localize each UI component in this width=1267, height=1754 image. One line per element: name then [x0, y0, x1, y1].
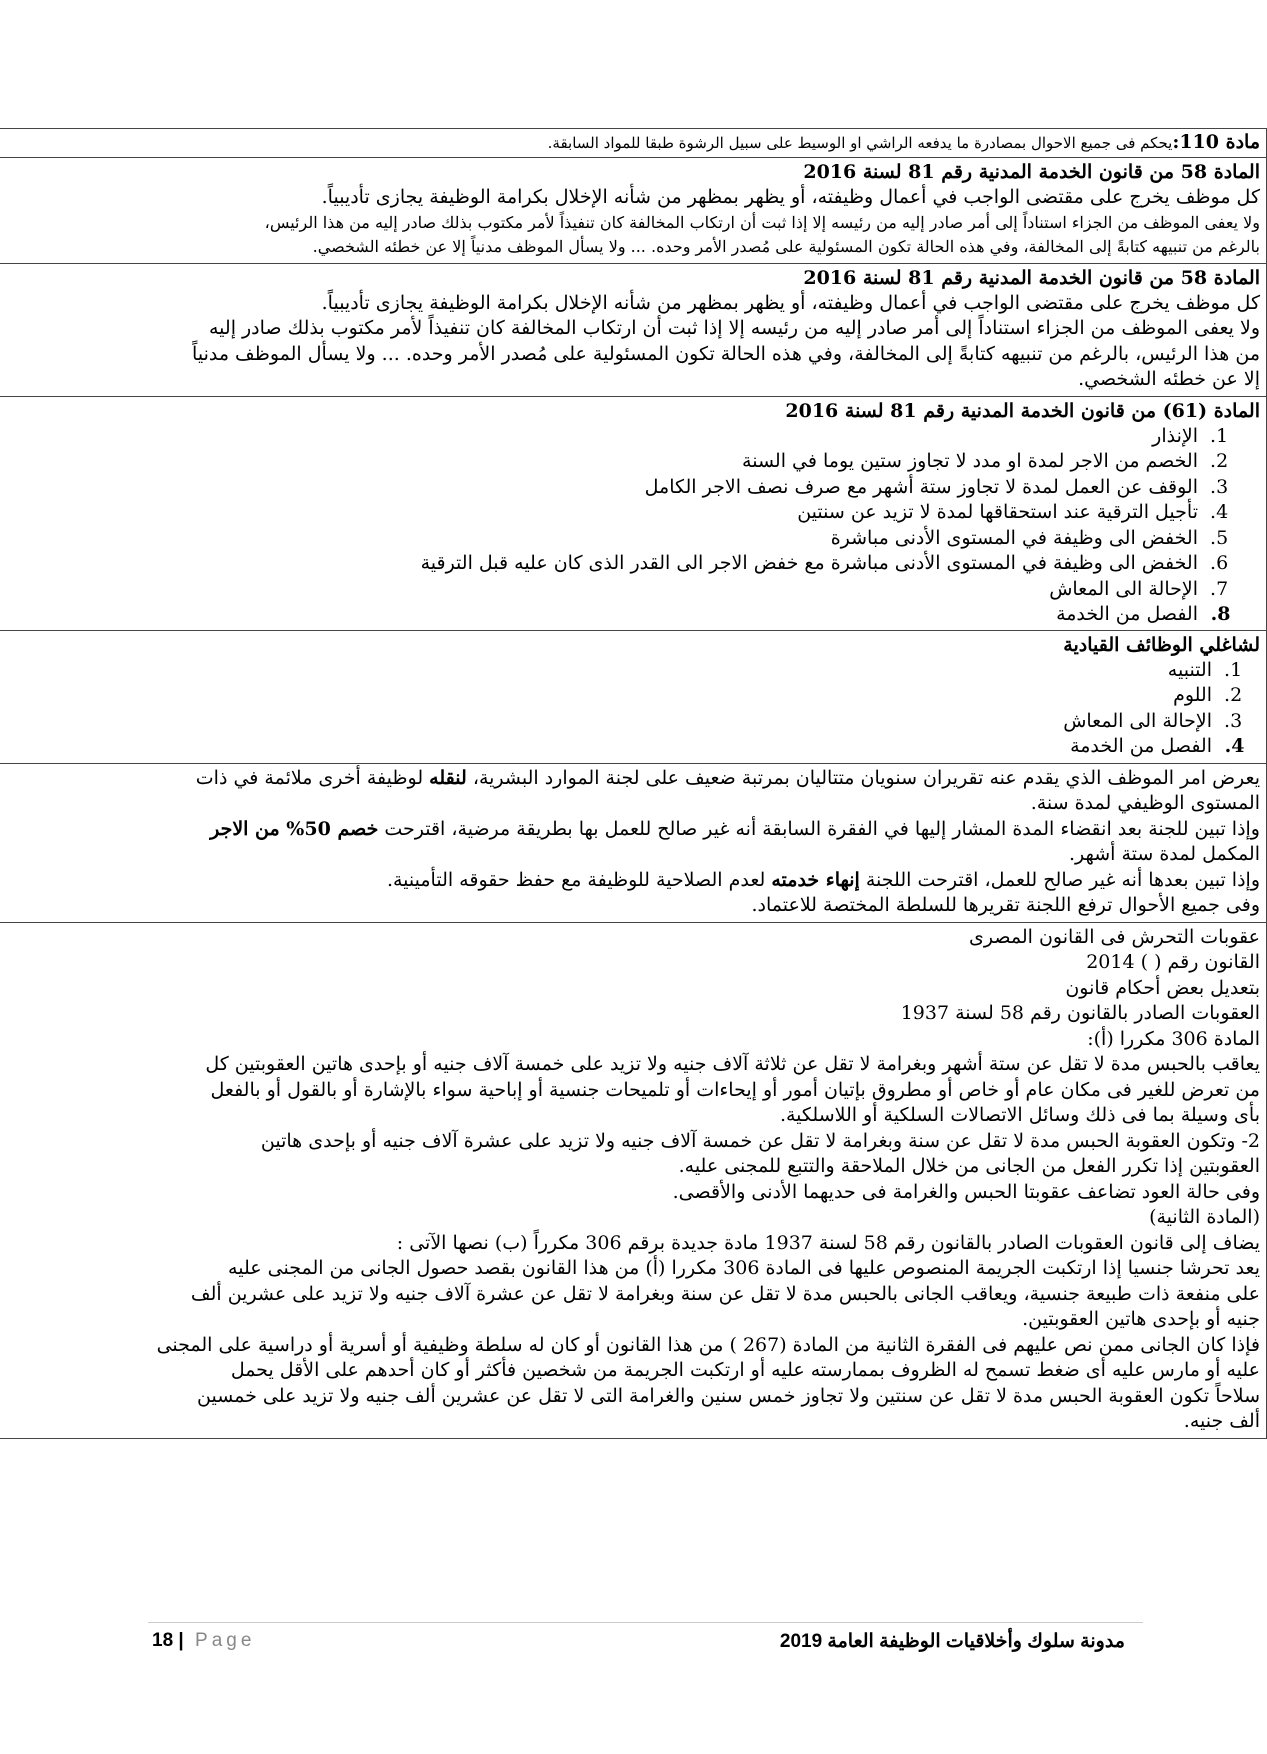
- paragraph-line: ألف جنيه.: [1183, 1410, 1260, 1432]
- bold-run: خصم 50% من الاجر: [210, 817, 379, 840]
- footer-divider: [148, 1622, 1143, 1623]
- list-item: 5. الخفض الى وظيفة في المستوى الأدنى مباشرة: [0, 526, 1204, 552]
- table-row-harassment: [0, 922, 1267, 1438]
- list-item: 1. الإنذار: [0, 424, 1204, 450]
- list-item: 8. الفصل من الخدمة: [0, 602, 1204, 628]
- list-item: 4. تأجيل الترقية عند استحقاقها لمدة لا تزيد عن سنتين: [0, 500, 1204, 526]
- paragraph-line: القانون رقم ( ) 2014: [1086, 951, 1260, 973]
- paragraph-line: 2- وتكون العقوبة الحبس مدة لا تقل عن سنة وبغرامة لا تقل عن خمسة آلاف جنيه ولا تزيد على عشرة آلاف جنيه أو بإحدى هاتين: [260, 1129, 1260, 1152]
- paragraph-line: يعاقب بالحبس مدة لا تقل عن ستة أشهر وبغرامة لا تقل عن ثلاثة آلاف جنيه ولا تزيد على خمسة آلاف جنيه أو بإحدى هاتين العقوبتين كل: [205, 1053, 1260, 1075]
- article-label: مادة 110:: [1172, 131, 1260, 153]
- page-number: 18: [152, 1630, 174, 1651]
- content-cell: [0, 396, 1267, 763]
- content-cell: [0, 763, 1267, 922]
- paragraph-line: العقوبتين إذا تكرر الفعل من الجانى من خلال الملاحقة والتتبع للمجنى عليه.: [678, 1155, 1260, 1177]
- paragraph-line: من تعرض للغير فى مكان عام أو خاص أو مطروق بإتيان أمور أو إيحاءات أو تلميحات جنسية أو إباحية سواء بالإشارة أو بالقول أو بالفعل: [210, 1078, 1260, 1101]
- paragraph-line: كل موظف يخرج على مقتضى الواجب في أعمال وظيفته، أو يظهر بمظهر من شأنه الإخلال بكرامة الوظيفة يجازى تأديبياً.: [321, 186, 1260, 208]
- paragraph-line: بأى وسيلة بما فى ذلك وسائل الاتصالات السلكية أو اللاسلكية.: [779, 1104, 1260, 1126]
- table-row-art110: [0, 129, 1267, 158]
- section-title: المادة 58 من قانون الخدمة المدنية رقم 81 لسنة 2016: [803, 161, 1260, 183]
- page-word: Page: [195, 1630, 256, 1651]
- list-item: 1. التنبيه: [0, 658, 1218, 684]
- paragraph-line: وفى حالة العود تضاعف عقوبتا الحبس والغرامة فى حديهما الأدنى والأقصى.: [672, 1180, 1260, 1203]
- page-number-footer: [152, 1630, 255, 1652]
- paragraph-line: [0, 766, 1260, 792]
- paragraph-line: عقوبات التحرش فى القانون المصرى: [969, 925, 1260, 948]
- paragraph-line: [0, 868, 1260, 894]
- content-cell: [0, 922, 1267, 1438]
- section-title: لشاغلي الوظائف القيادية: [1063, 633, 1260, 656]
- section-title: المادة (61) من قانون الخدمة المدنية رقم 81 لسنة 2016: [785, 399, 1260, 422]
- table-row-art61: [0, 396, 1267, 763]
- content-table: [0, 128, 1267, 1439]
- list-item: 2. الخصم من الاجر لمدة او مدد لا تجاوز ستين يوما في السنة: [0, 449, 1204, 475]
- paragraph-line: المكمل لمدة ستة أشهر.: [1068, 843, 1260, 865]
- list-item: 6. الخفض الى وظيفة في المستوى الأدنى مباشرة مع خفض الاجر الى القدر الذى كان عليه قبل الترقية: [0, 551, 1204, 577]
- table-row-art58a: [0, 158, 1267, 264]
- list-item: 2. اللوم: [0, 683, 1218, 709]
- paragraph-line: جنيه أو بإحدى هاتين العقوبتين.: [1022, 1308, 1260, 1330]
- paragraph-line: المستوى الوظيفي لمدة سنة.: [1030, 792, 1260, 814]
- content-cell: [0, 129, 1267, 158]
- footer-separator: |: [178, 1630, 184, 1651]
- table-row-art58b: [0, 263, 1267, 396]
- penalty-list: [0, 424, 1260, 628]
- paragraph-line: سلاحاً تكون العقوبة الحبس مدة لا تقل عن سنتين ولا تجاوز خمس سنين والغرامة التى لا تقل عن عشرين ألف جنيه ولا تزيد على خمسين: [197, 1384, 1260, 1407]
- content-cell: [0, 263, 1267, 396]
- table-row-weak-performance: [0, 763, 1267, 922]
- paragraph-line: إلا عن خطئه الشخصي.: [1078, 368, 1260, 390]
- paragraph-line: ولا يعفى الموظف من الجزاء استناداً إلى أمر صادر إليه من رئيسه إلا إذا ثبت أن ارتكاب المخالفة كان تنفيذاً لأمر مكتوب بذلك صادر إليه: [208, 317, 1260, 339]
- paragraph-line: عليه أو مارس عليه أى ضغط تسمح له الظروف بممارسته عليه أو ارتكبت الجريمة من شخصين فأكثر أو كان أحدهم على الأقل يحمل: [230, 1359, 1260, 1381]
- text-run: لوظيفة أخرى ملائمة في ذات: [195, 766, 430, 789]
- paragraph-line: المادة 306 مكررا (أ):: [1087, 1027, 1260, 1050]
- paragraph-line: على منفعة ذات طبيعة جنسية، ويعاقب الجانى بالحبس مدة لا تقل عن سنة وبغرامة لا تقل عن عشرة آلاف جنيه ولا تزيد على عشرين ألف: [190, 1282, 1260, 1305]
- paragraph-line: ولا يعفى الموظف من الجزاء استناداً إلى أمر صادر إليه من رئيسه إلا إذا ثبت أن ارتكاب المخالفة كان تنفيذاً لأمر مكتوب بذلك صادر إليه من هذا الرئيس،: [264, 212, 1260, 232]
- paragraph-line: كل موظف يخرج على مقتضى الواجب في أعمال وظيفته، أو يظهر بمظهر من شأنه الإخلال بكرامة الوظيفة يجازى تأديبياً.: [321, 291, 1260, 314]
- document-title-footer: مدونة سلوك وأخلاقيات الوظيفة العامة 2019: [779, 1631, 1125, 1652]
- paragraph-line: من هذا الرئيس، بالرغم من تنبيهه كتابةً إلى المخالفة، وفي هذه الحالة تكون المسئولية على مُصدر الأمر وحده. ... ولا يسأل الموظف مدنياً: [192, 342, 1260, 365]
- list-item: 3. الإحالة الى المعاش: [0, 709, 1218, 735]
- paragraph-line: بالرغم من تنبيهه كتابةً إلى المخالفة، وفي هذه الحالة تكون المسئولية على مُصدر الأمر وحده. ... ولا يسأل الموظف مدنياً إلا عن خطئه الشخصي.: [312, 237, 1260, 256]
- paragraph-line: (المادة الثانية): [1149, 1206, 1260, 1228]
- list-item: 3. الوقف عن العمل لمدة لا تجاوز ستة أشهر مع صرف نصف الاجر الكامل: [0, 475, 1204, 501]
- list-item: 7. الإحالة الى المعاش: [0, 577, 1204, 603]
- paragraph-line: وفى جميع الأحوال ترفع اللجنة تقريرها للسلطة المختصة للاعتماد.: [751, 894, 1260, 916]
- text-run: يعرض امر الموظف الذي يقدم عنه تقريران سنويان متتاليان بمرتبة ضعيف على لجنة الموارد البشرية،: [466, 766, 1260, 789]
- leaders-penalty-list: [0, 658, 1260, 760]
- paragraph-line: [0, 817, 1260, 843]
- content-cell: [0, 158, 1267, 264]
- section-title: المادة 58 من قانون الخدمة المدنية رقم 81 لسنة 2016: [803, 266, 1260, 289]
- paragraph-line: فإذا كان الجانى ممن نص عليهم فى الفقرة الثانية من المادة (267 ) من هذا القانون أو كان له سلطة وظيفية أو أسرية أو دراسية على المجنى: [156, 1333, 1260, 1356]
- paragraph-line: بتعديل بعض أحكام قانون: [1065, 976, 1260, 999]
- list-item: 4. الفصل من الخدمة: [0, 734, 1218, 760]
- paragraph-line: العقوبات الصادر بالقانون رقم 58 لسنة 1937: [900, 1002, 1260, 1024]
- paragraph-line: يضاف إلى قانون العقوبات الصادر بالقانون رقم 58 لسنة 1937 مادة جديدة برقم 306 مكرراً (ب) نصها الآتى :: [396, 1231, 1260, 1254]
- bold-run: إنهاء خدمته: [771, 868, 860, 891]
- bold-run: لنقله: [429, 766, 467, 789]
- article-text: يحكم فى جميع الاحوال بمصادرة ما يدفعه الراشي او الوسيط على سبيل الرشوة طبقا للمواد السابقة.: [547, 134, 1173, 152]
- text-run: لعدم الصلاحية للوظيفة مع حفظ حقوقه التأمينية.: [386, 868, 772, 891]
- text-run: وإذا تبين للجنة بعد انقضاء المدة المشار إليها في الفقرة السابقة أنه غير صالح للعمل بها بطريقة مرضية، اقترحت: [378, 817, 1260, 840]
- paragraph-line: يعد تحرشا جنسيا إذا ارتكبت الجريمة المنصوص عليها فى المادة 306 مكررا (أ) من هذا القانون بقصد حصول الجانى من المجنى عليه: [228, 1257, 1260, 1279]
- text-run: وإذا تبين بعدها أنه غير صالح للعمل، اقترحت اللجنة: [859, 868, 1260, 891]
